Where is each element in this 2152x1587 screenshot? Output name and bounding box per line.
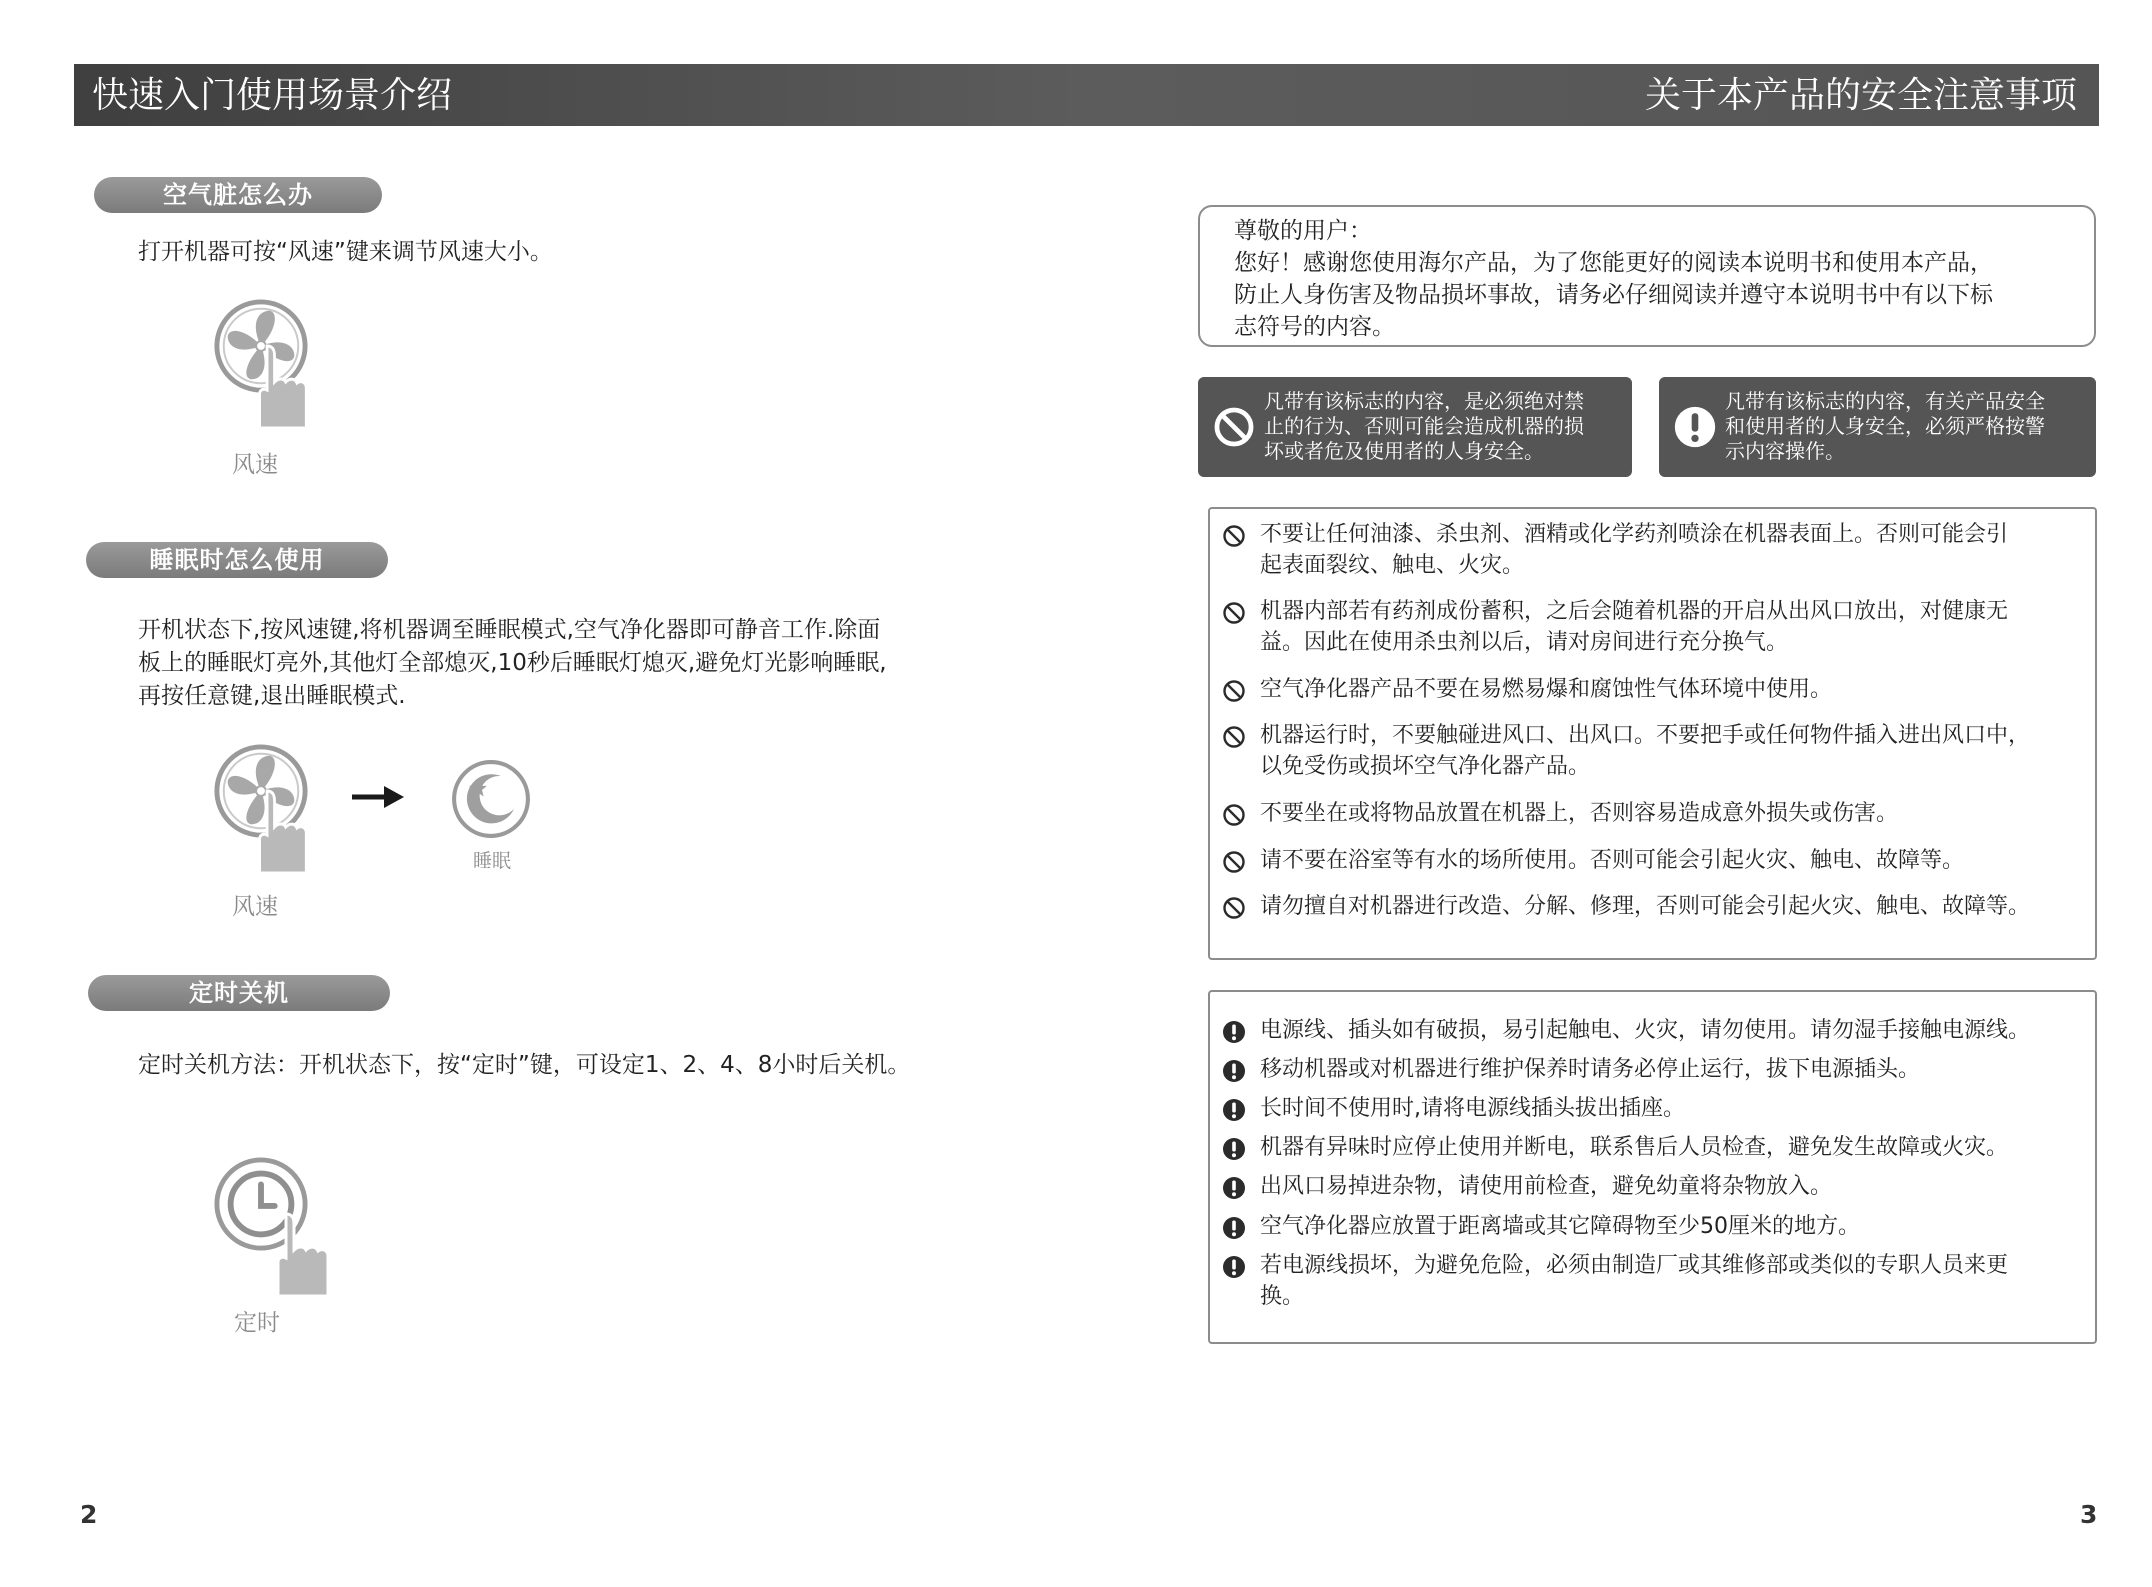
- hand-pointer-icon: [254, 787, 310, 877]
- warning-icon: [1222, 1255, 1246, 1279]
- text-line: 开机状态下,按风速键,将机器调至睡眠模式,空气净化器即可静音工作.除面: [138, 617, 881, 643]
- legend-line: 示内容操作。: [1725, 439, 1845, 463]
- warning-icon: [1222, 1137, 1246, 1161]
- rule-line: 机器运行时，不要触碰进风口、出风口。不要把手或任何物件插入进出风口中，: [1260, 723, 2031, 748]
- intro-line: 尊敬的用户：: [1234, 218, 1372, 244]
- section-text-dirty-air: [138, 236, 553, 269]
- text-line: 再按任意键,退出睡眠模式.: [138, 683, 406, 709]
- right-page-title: 关于本产品的安全注意事项: [1644, 75, 2077, 116]
- text-line: 打开机器可按“风速”键来调节风速大小。: [138, 239, 553, 265]
- legend-line: 止的行为、否则可能会造成机器的损: [1264, 414, 1584, 438]
- intro-line: 防止人身伤害及物品损坏事故，请务必仔细阅读并遵守本说明书中有以下标: [1234, 282, 1993, 308]
- prohibit-icon: [1222, 803, 1246, 827]
- warning-icon: [1222, 1176, 1246, 1200]
- section-pill-dirty-air: 空气脏怎么办: [94, 177, 382, 213]
- text-line: 定时关机方法：开机状态下，按“定时”键，可设定1、2、4、8小时后关机。: [138, 1052, 911, 1078]
- rule-line: 请不要在浴室等有水的场所使用。否则可能会引起火灾、触电、故障等。: [1260, 848, 1965, 873]
- warning-icon: [1673, 405, 1717, 449]
- rule-line: 移动机器或对机器进行维护保养时请务必停止运行，拔下电源插头。: [1260, 1057, 1921, 1082]
- rule-line: 空气净化器产品不要在易燃易爆和腐蚀性气体环境中使用。: [1260, 677, 1833, 702]
- legend-warning: [1659, 377, 2096, 477]
- warning-icon: [1222, 1059, 1246, 1083]
- header-bar: [74, 64, 2099, 126]
- section-pill-sleep: 睡眠时怎么使用: [86, 542, 388, 578]
- rule-line: 机器有异味时应停止使用并断电，联系售后人员检查，避免发生故障或火灾。: [1260, 1135, 2009, 1160]
- arrow-right-icon: [350, 782, 406, 812]
- section-text-timer: [138, 1049, 910, 1082]
- intro-notice-box: [1198, 205, 2096, 347]
- prohibit-icon: [1222, 896, 1246, 920]
- warnings-box: [1208, 990, 2097, 1344]
- rule-line: 起表面裂纹、触电、火灾。: [1260, 553, 1525, 578]
- rule-line: 出风口易掉进杂物，请使用前检查，避免幼童将杂物放入。: [1260, 1174, 1833, 1199]
- prohibit-icon: [1222, 679, 1246, 703]
- rule-line: 空气净化器应放置于距离墙或其它障碍物至少50厘米的地方。: [1260, 1214, 1860, 1239]
- prohibit-icon: [1222, 850, 1246, 874]
- rule-line: 以免受伤或损坏空气净化器产品。: [1260, 754, 1591, 779]
- hand-pointer-icon: [272, 1210, 332, 1300]
- rule-line: 不要坐在或将物品放置在机器上，否则容易造成意外损失或伤害。: [1260, 801, 1899, 826]
- rule-line: 机器内部若有药剂成份蓄积，之后会随着机器的开启从出风口放出，对健康无: [1260, 599, 2009, 624]
- sleep-moon-icon: [450, 758, 532, 840]
- section-pill-timer: 定时关机: [88, 975, 390, 1011]
- rule-line: 电源线、插头如有破损，易引起触电、火灾，请勿使用。请勿湿手接触电源线。: [1260, 1018, 2031, 1043]
- rule-line: 长时间不使用时,请将电源线插头拔出插座。: [1260, 1096, 1685, 1121]
- page-number-right: 3: [2080, 1500, 2098, 1529]
- warning-icon: [1222, 1216, 1246, 1240]
- intro-line: 志符号的内容。: [1234, 314, 1395, 340]
- rule-line: 不要让任何油漆、杀虫剂、酒精或化学药剂喷涂在机器表面上。否则可能会引: [1260, 522, 2009, 547]
- fan-speed-caption: 风速: [232, 894, 278, 920]
- warning-icon: [1222, 1020, 1246, 1044]
- intro-line: 您好！感谢您使用海尔产品，为了您能更好的阅读本说明书和使用本产品，: [1234, 250, 1993, 276]
- rule-line: 若电源线损坏，为避免危险，必须由制造厂或其维修部或类似的专职人员来更: [1260, 1253, 2009, 1278]
- prohibit-icon: [1222, 601, 1246, 625]
- legend-line: 坏或者危及使用者的人身安全。: [1264, 439, 1544, 463]
- timer-caption: 定时: [234, 1310, 280, 1336]
- hand-pointer-icon: [254, 342, 310, 432]
- prohibit-icon: [1222, 725, 1246, 749]
- prohibitions-box: [1208, 507, 2097, 960]
- warning-icon: [1222, 1098, 1246, 1122]
- prohibit-icon: [1212, 405, 1256, 449]
- fan-speed-caption: 风速: [232, 452, 278, 478]
- legend-line: 凡带有该标志的内容，有关产品安全: [1725, 389, 2045, 413]
- left-page-title: 快速入门使用场景介绍: [92, 75, 453, 116]
- section-text-sleep: [138, 614, 887, 713]
- sleep-caption: 睡眠: [473, 850, 512, 872]
- legend-line: 和使用者的人身安全，必须严格按警: [1725, 414, 2045, 438]
- rule-line: 请勿擅自对机器进行改造、分解、修理，否则可能会引起火灾、触电、故障等。: [1260, 894, 2031, 919]
- prohibit-icon: [1222, 524, 1246, 548]
- rule-line: 益。因此在使用杀虫剂以后，请对房间进行充分换气。: [1260, 630, 1789, 655]
- text-line: 板上的睡眠灯亮外,其他灯全部熄灭,10秒后睡眠灯熄灭,避免灯光影响睡眠,: [138, 650, 887, 676]
- rule-line: 换。: [1260, 1284, 1305, 1309]
- legend-line: 凡带有该标志的内容，是必须绝对禁: [1264, 389, 1584, 413]
- page-number-left: 2: [80, 1500, 98, 1529]
- legend-prohibit: [1198, 377, 1632, 477]
